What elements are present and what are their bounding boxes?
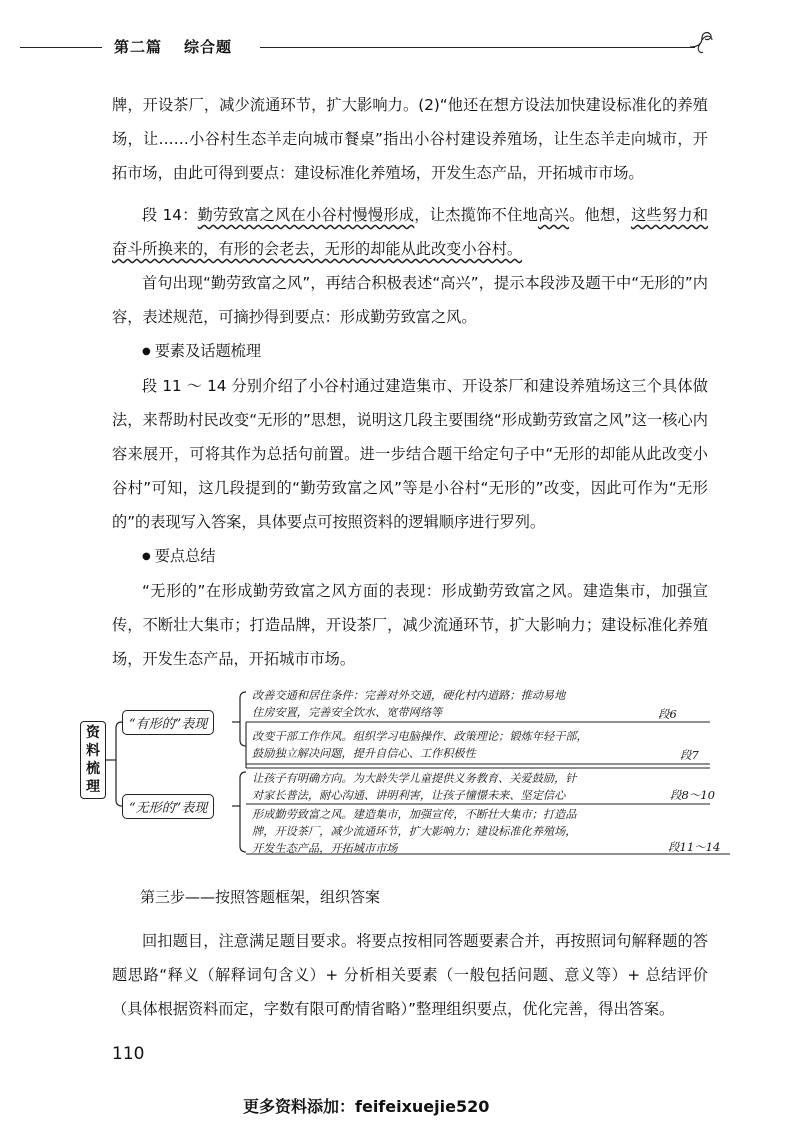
paragraph-2-prefix: 段 14：: [142, 206, 198, 224]
node-line: 对家长普法，耐心沟通、讲明利害，让孩子憧憬未来、坚定信心: [252, 789, 566, 802]
header-title: [114, 36, 232, 57]
root-char: 理: [86, 779, 100, 795]
segment-label: 段8～10: [670, 788, 715, 802]
mind-map-diagram: [80, 686, 740, 866]
paragraph-4: 段 11 ～ 14 分别介绍了小谷村通过建造集市、开设茶厂和建设养殖场这三个具体做法，来帮助村民改变“无形的”思想，说明这几段主要围绕“形成勤劳致富之风”这一核心内容来展开，可将其作为总括句前置。进一步结合题干给定句子中“无形的却能从此改变小谷村”可知，这几段提到的“勤劳致富之风”等是小谷村“无形的”改变，因此可作为“无形的”的表现写入答案，具体要点可按照资料的逻辑顺序进行罗列。: [112, 377, 708, 531]
highlight-text: 这些努力和奋斗所换来的，有形的会老去，无形的却能从此改变小谷村。: [112, 206, 709, 258]
node-line: 牌，开设茶厂，减少流通环节，扩大影响力；建设标准化养殖场，: [252, 825, 577, 838]
diagram-root-box: [80, 721, 106, 799]
node-line: 住房安置，完善安全饮水、宽带网络等: [252, 706, 443, 719]
paragraph-2-mid: ，让杰揽饰不住地: [414, 206, 539, 224]
category-intangible: “无形的”表现: [122, 794, 214, 819]
segment-label: 段7: [680, 748, 699, 762]
header-rule-left: [20, 47, 102, 48]
heading-summary: ● 要点总结: [112, 539, 708, 574]
step-three-content: [112, 924, 708, 1026]
node-line: 改变干部工作作风。组织学习电脑操作、政策理论；锻炼年轻干部，: [252, 730, 588, 743]
header-rule-right: [260, 47, 695, 48]
node-line: 形成勤劳致富之风。建造集市，加强宣传，不断壮大集市；打造品: [252, 808, 577, 821]
segment-label: 段6: [658, 707, 677, 721]
node-cadres: [252, 728, 588, 762]
header-section: 综合题: [184, 38, 233, 56]
highlight-text: 勤劳致富之风在小谷村慢慢形成: [197, 206, 415, 224]
root-char: 料: [86, 743, 100, 759]
step-three-paragraph: 回扣题目，注意满足题目要求。将要点按相同答题要素合并，再按照词句解释题的答题思路“释义（解释词句含义）+ 分析相关要素（一般包括问题、意义等）+ 总结评价（具体根据资料而定，字数有限可酌情省略）”整理组织要点，优化完善，得出答案。: [112, 932, 708, 1018]
paragraph-2: [112, 198, 708, 266]
highlight-text: 高兴: [538, 206, 570, 224]
node-diligence: [252, 806, 576, 857]
header-part: 第二篇: [114, 38, 163, 56]
main-content: [112, 88, 708, 676]
vine-ornament-icon: [688, 28, 716, 58]
node-line: 鼓励独立解决问题，提升自信心、工作积极性: [252, 747, 476, 760]
page-header: [0, 36, 800, 66]
root-char: 梳: [86, 761, 100, 777]
step-three-title: 第三步——按照答题框架，组织答案: [140, 888, 381, 906]
root-char: 资: [86, 725, 100, 741]
node-children: [252, 770, 576, 804]
paragraph-2-mid2: 。他想，: [569, 206, 631, 224]
segment-label: 段11～14: [668, 840, 721, 854]
page-number: 110: [112, 1044, 145, 1064]
paragraph-3: 首句出现“勤劳致富之风”，再结合积极表述“高兴”，提示本段涉及题干中“无形的”内容，表述规范，可摘抄得到要点：形成勤劳致富之风。: [112, 274, 708, 326]
node-line: 开发生态产品，开拓城市市场: [252, 842, 398, 855]
paragraph-5: “无形的”在形成勤劳致富之风方面的表现：形成勤劳致富之风。建造集市，加强宣传，不断壮大集市；打造品牌，开设茶厂，减少流通环节，扩大影响力；建设标准化养殖场，开发生态产品，开拓城市市场。: [112, 582, 708, 668]
category-tangible: “有形的”表现: [122, 710, 214, 735]
footer-watermark: 更多资料添加：feifeixuejie520: [243, 1097, 490, 1116]
heading-elements: ● 要素及话题梳理: [112, 334, 708, 369]
node-line: 让孩子有明确方向。为大龄失学儿童提供义务教育、关爱鼓励，针: [252, 772, 577, 785]
paragraph-1: 牌，开设茶厂，减少流通环节，扩大影响力。(2)“他还在想方设法加快建设标准化的养殖场，让……小谷村生态羊走向城市餐桌”指出小谷村建设养殖场，让生态羊走向城市，开拓市场，由此可得到要点：建设标准化养殖场，开发生态产品，开拓城市市场。: [112, 96, 708, 182]
node-transport: [252, 687, 565, 721]
node-line: 改善交通和居住条件：完善对外交通，硬化村内道路；推动易地: [252, 689, 566, 702]
